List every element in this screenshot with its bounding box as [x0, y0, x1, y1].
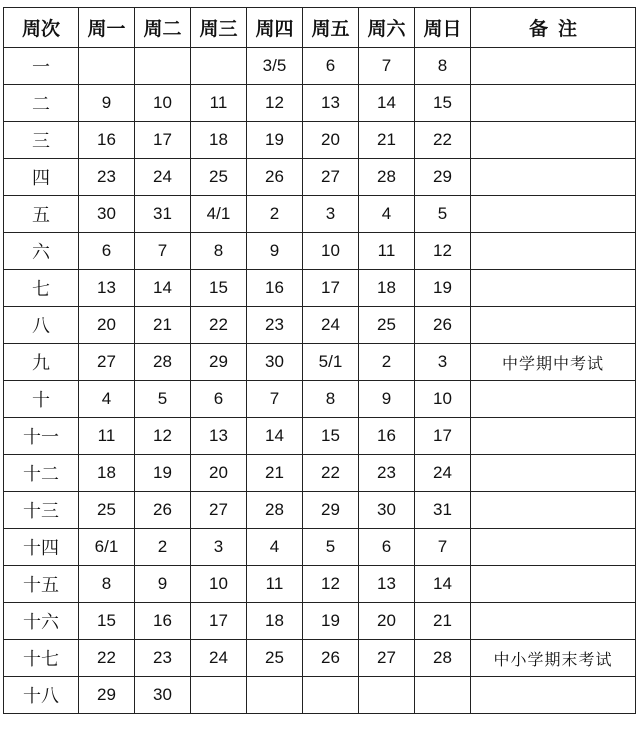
date-cell-sunday: 5: [415, 196, 471, 233]
note-cell: [471, 233, 636, 270]
date-cell-saturday: 4: [359, 196, 415, 233]
date-cell-wednesday: 13: [191, 418, 247, 455]
date-cell-monday: 25: [79, 492, 135, 529]
calendar-body: [4, 48, 636, 714]
date-cell-thursday: 12: [247, 85, 303, 122]
date-cell-saturday: 21: [359, 122, 415, 159]
date-cell-monday: 6/1: [79, 529, 135, 566]
date-cell-friday: 13: [303, 85, 359, 122]
week-number-cell: 一: [4, 48, 79, 85]
date-cell-monday: 20: [79, 307, 135, 344]
date-cell-friday: 26: [303, 640, 359, 677]
date-cell-friday: 15: [303, 418, 359, 455]
date-cell-wednesday: 15: [191, 270, 247, 307]
note-cell: [471, 122, 636, 159]
date-cell-monday: 8: [79, 566, 135, 603]
table-row: [4, 85, 636, 122]
table-row: [4, 307, 636, 344]
header-thursday: 周四: [247, 8, 303, 48]
date-cell-sunday: 10: [415, 381, 471, 418]
note-cell: [471, 492, 636, 529]
date-cell-monday: 9: [79, 85, 135, 122]
date-cell-wednesday: 17: [191, 603, 247, 640]
table-row: [4, 381, 636, 418]
date-cell-wednesday: 18: [191, 122, 247, 159]
note-cell: [471, 603, 636, 640]
date-cell-tuesday: [135, 48, 191, 85]
date-cell-sunday: [415, 677, 471, 714]
date-cell-tuesday: 23: [135, 640, 191, 677]
date-cell-sunday: 29: [415, 159, 471, 196]
date-cell-thursday: 18: [247, 603, 303, 640]
date-cell-thursday: 9: [247, 233, 303, 270]
date-cell-tuesday: 12: [135, 418, 191, 455]
date-cell-saturday: 28: [359, 159, 415, 196]
note-cell: [471, 381, 636, 418]
note-cell: 中小学期末考试: [471, 640, 636, 677]
note-cell: 中学期中考试: [471, 344, 636, 381]
date-cell-saturday: 30: [359, 492, 415, 529]
header-row: [4, 8, 636, 48]
week-number-cell: 十三: [4, 492, 79, 529]
date-cell-thursday: 14: [247, 418, 303, 455]
date-cell-wednesday: [191, 48, 247, 85]
date-cell-sunday: 28: [415, 640, 471, 677]
date-cell-saturday: 23: [359, 455, 415, 492]
date-cell-sunday: 17: [415, 418, 471, 455]
week-number-cell: 三: [4, 122, 79, 159]
table-row: [4, 122, 636, 159]
date-cell-wednesday: 3: [191, 529, 247, 566]
header-saturday: 周六: [359, 8, 415, 48]
header-tuesday: 周二: [135, 8, 191, 48]
date-cell-monday: 11: [79, 418, 135, 455]
date-cell-tuesday: 30: [135, 677, 191, 714]
date-cell-saturday: 20: [359, 603, 415, 640]
table-row: [4, 196, 636, 233]
table-row: [4, 677, 636, 714]
date-cell-wednesday: 4/1: [191, 196, 247, 233]
date-cell-friday: 8: [303, 381, 359, 418]
date-cell-saturday: 2: [359, 344, 415, 381]
date-cell-thursday: 25: [247, 640, 303, 677]
date-cell-thursday: 11: [247, 566, 303, 603]
date-cell-wednesday: 25: [191, 159, 247, 196]
date-cell-saturday: 16: [359, 418, 415, 455]
date-cell-thursday: 2: [247, 196, 303, 233]
date-cell-sunday: 14: [415, 566, 471, 603]
week-number-cell: 六: [4, 233, 79, 270]
note-cell: [471, 307, 636, 344]
date-cell-sunday: 8: [415, 48, 471, 85]
date-cell-wednesday: 20: [191, 455, 247, 492]
table-row: [4, 566, 636, 603]
date-cell-thursday: 21: [247, 455, 303, 492]
date-cell-thursday: [247, 677, 303, 714]
date-cell-sunday: 22: [415, 122, 471, 159]
date-cell-tuesday: 7: [135, 233, 191, 270]
date-cell-thursday: 4: [247, 529, 303, 566]
date-cell-wednesday: 24: [191, 640, 247, 677]
table-row: [4, 603, 636, 640]
date-cell-friday: 10: [303, 233, 359, 270]
date-cell-friday: 5/1: [303, 344, 359, 381]
note-cell: [471, 418, 636, 455]
date-cell-tuesday: 26: [135, 492, 191, 529]
date-cell-tuesday: 10: [135, 85, 191, 122]
date-cell-tuesday: 9: [135, 566, 191, 603]
date-cell-thursday: 19: [247, 122, 303, 159]
week-number-cell: 十一: [4, 418, 79, 455]
note-cell: [471, 85, 636, 122]
table-row: [4, 344, 636, 381]
date-cell-wednesday: 6: [191, 381, 247, 418]
date-cell-monday: [79, 48, 135, 85]
week-number-cell: 四: [4, 159, 79, 196]
date-cell-monday: 23: [79, 159, 135, 196]
date-cell-monday: 27: [79, 344, 135, 381]
note-cell: [471, 48, 636, 85]
date-cell-tuesday: 24: [135, 159, 191, 196]
header-week: 周次: [4, 8, 79, 48]
header-note: 备注: [471, 8, 636, 48]
table-row: [4, 48, 636, 85]
date-cell-friday: 5: [303, 529, 359, 566]
date-cell-saturday: 9: [359, 381, 415, 418]
date-cell-friday: 6: [303, 48, 359, 85]
table-row: [4, 455, 636, 492]
date-cell-monday: 4: [79, 381, 135, 418]
school-calendar-table: [3, 7, 636, 714]
date-cell-tuesday: 5: [135, 381, 191, 418]
date-cell-thursday: 23: [247, 307, 303, 344]
date-cell-monday: 18: [79, 455, 135, 492]
week-number-cell: 十八: [4, 677, 79, 714]
date-cell-thursday: 26: [247, 159, 303, 196]
date-cell-monday: 6: [79, 233, 135, 270]
date-cell-friday: [303, 677, 359, 714]
note-cell: [471, 677, 636, 714]
date-cell-monday: 15: [79, 603, 135, 640]
date-cell-tuesday: 17: [135, 122, 191, 159]
date-cell-wednesday: 10: [191, 566, 247, 603]
table-row: [4, 418, 636, 455]
date-cell-sunday: 24: [415, 455, 471, 492]
date-cell-thursday: 16: [247, 270, 303, 307]
table-row: [4, 233, 636, 270]
note-cell: [471, 196, 636, 233]
week-number-cell: 九: [4, 344, 79, 381]
date-cell-friday: 17: [303, 270, 359, 307]
table-row: [4, 529, 636, 566]
date-cell-friday: 20: [303, 122, 359, 159]
table-row: [4, 640, 636, 677]
date-cell-sunday: 19: [415, 270, 471, 307]
week-number-cell: 八: [4, 307, 79, 344]
date-cell-tuesday: 19: [135, 455, 191, 492]
date-cell-sunday: 7: [415, 529, 471, 566]
date-cell-sunday: 3: [415, 344, 471, 381]
date-cell-tuesday: 28: [135, 344, 191, 381]
date-cell-saturday: 18: [359, 270, 415, 307]
date-cell-friday: 27: [303, 159, 359, 196]
date-cell-saturday: [359, 677, 415, 714]
date-cell-friday: 19: [303, 603, 359, 640]
date-cell-wednesday: [191, 677, 247, 714]
table-row: [4, 159, 636, 196]
date-cell-sunday: 12: [415, 233, 471, 270]
date-cell-friday: 12: [303, 566, 359, 603]
date-cell-tuesday: 31: [135, 196, 191, 233]
week-number-cell: 十四: [4, 529, 79, 566]
date-cell-saturday: 7: [359, 48, 415, 85]
date-cell-monday: 13: [79, 270, 135, 307]
week-number-cell: 七: [4, 270, 79, 307]
date-cell-thursday: 7: [247, 381, 303, 418]
date-cell-monday: 30: [79, 196, 135, 233]
week-number-cell: 五: [4, 196, 79, 233]
week-number-cell: 十五: [4, 566, 79, 603]
date-cell-saturday: 6: [359, 529, 415, 566]
week-number-cell: 十二: [4, 455, 79, 492]
date-cell-friday: 22: [303, 455, 359, 492]
note-cell: [471, 159, 636, 196]
note-cell: [471, 566, 636, 603]
date-cell-wednesday: 29: [191, 344, 247, 381]
date-cell-sunday: 31: [415, 492, 471, 529]
date-cell-saturday: 13: [359, 566, 415, 603]
date-cell-tuesday: 14: [135, 270, 191, 307]
date-cell-saturday: 27: [359, 640, 415, 677]
date-cell-thursday: 30: [247, 344, 303, 381]
date-cell-saturday: 14: [359, 85, 415, 122]
table-row: [4, 492, 636, 529]
note-cell: [471, 455, 636, 492]
date-cell-wednesday: 27: [191, 492, 247, 529]
date-cell-saturday: 11: [359, 233, 415, 270]
date-cell-sunday: 15: [415, 85, 471, 122]
week-number-cell: 十六: [4, 603, 79, 640]
table-row: [4, 270, 636, 307]
date-cell-sunday: 26: [415, 307, 471, 344]
note-cell: [471, 270, 636, 307]
week-number-cell: 二: [4, 85, 79, 122]
date-cell-thursday: 28: [247, 492, 303, 529]
date-cell-tuesday: 2: [135, 529, 191, 566]
date-cell-wednesday: 8: [191, 233, 247, 270]
date-cell-monday: 29: [79, 677, 135, 714]
header-friday: 周五: [303, 8, 359, 48]
date-cell-tuesday: 16: [135, 603, 191, 640]
week-number-cell: 十: [4, 381, 79, 418]
date-cell-thursday: 3/5: [247, 48, 303, 85]
note-cell: [471, 529, 636, 566]
date-cell-friday: 3: [303, 196, 359, 233]
date-cell-friday: 29: [303, 492, 359, 529]
header-sunday: 周日: [415, 8, 471, 48]
date-cell-wednesday: 11: [191, 85, 247, 122]
header-monday: 周一: [79, 8, 135, 48]
date-cell-sunday: 21: [415, 603, 471, 640]
header-wednesday: 周三: [191, 8, 247, 48]
date-cell-saturday: 25: [359, 307, 415, 344]
date-cell-monday: 22: [79, 640, 135, 677]
date-cell-monday: 16: [79, 122, 135, 159]
date-cell-tuesday: 21: [135, 307, 191, 344]
week-number-cell: 十七: [4, 640, 79, 677]
date-cell-wednesday: 22: [191, 307, 247, 344]
date-cell-friday: 24: [303, 307, 359, 344]
